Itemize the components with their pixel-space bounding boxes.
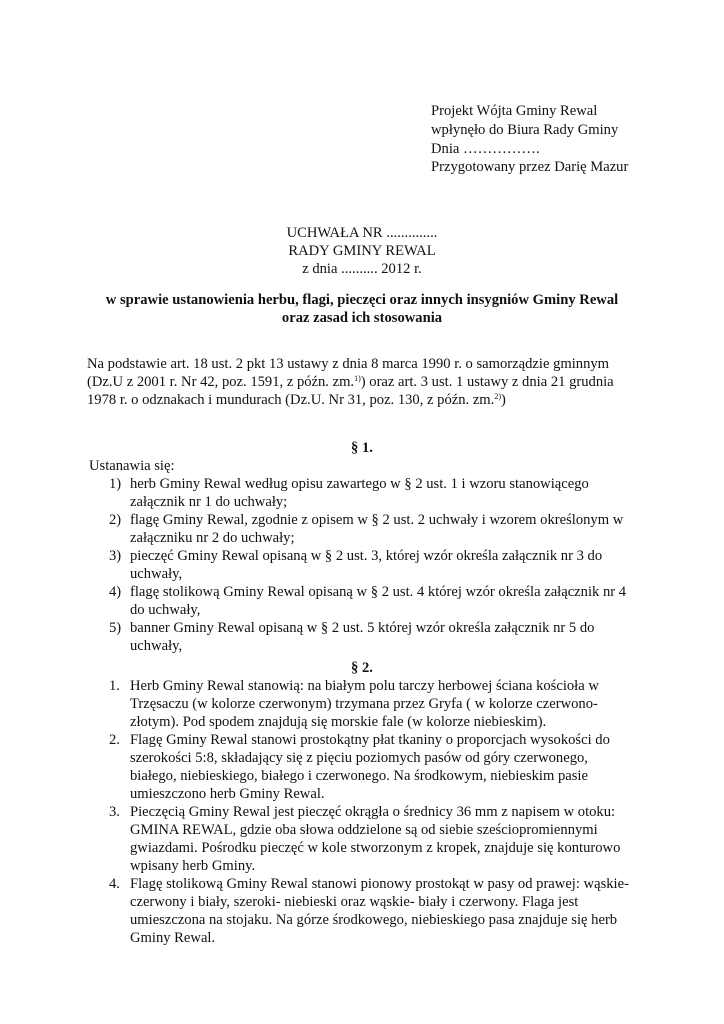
list-item-text: banner Gminy Rewal opisaną w § 2 ust. 5 której wzór określa załącznik nr 5 do (130, 620, 595, 636)
header-line: Przygotowany przez Darię Mazur (431, 159, 629, 175)
section-heading: § 1. (351, 440, 373, 456)
list-number: 1) (109, 476, 122, 492)
list-item-text: złotym). Pod spodem znajdują się morskie fale (w kolorze niebieskim). (130, 714, 547, 730)
list-item-text: załącznik nr 1 do uchwały; (130, 494, 288, 510)
list-item-text: uchwały, (130, 638, 183, 654)
list-number: 4. (109, 876, 120, 892)
header-line: Projekt Wójta Gminy Rewal (431, 103, 598, 119)
list-item-text: wpisany herb Gminy. (130, 858, 256, 874)
title-line: UCHWAŁA NR .............. (286, 225, 438, 241)
subject-line: oraz zasad ich stosowania (281, 310, 443, 326)
title-line: z dnia .......... 2012 r. (302, 261, 422, 277)
footnote-ref: 1) (354, 374, 361, 383)
list-item-text: uchwały, (130, 566, 183, 582)
list-item-text: Pieczęcią Gminy Rewal jest pieczęć okrągła o średnicy 36 mm z napisem w otoku: (130, 804, 616, 820)
list-item-text: flagę Gminy Rewal, zgodnie z opisem w § 2 ust. 2 uchwały i wzorem określonym w (130, 512, 624, 528)
footnote-ref: 2) (494, 392, 501, 401)
subject-line: w sprawie ustanowienia herbu, flagi, pieczęci oraz innych insygniów Gminy Rewal (105, 292, 619, 308)
list-item-text: załączniku nr 2 do uchwały; (130, 530, 295, 546)
list-number: 2. (109, 732, 120, 748)
list-number: 3) (109, 548, 122, 564)
list-item-text: Flagę Gminy Rewal stanowi prostokątny płat tkaniny o proporcjach wysokości do (130, 732, 610, 748)
section-heading: § 2. (351, 660, 373, 676)
list-item-text: Gminy Rewal. (130, 930, 216, 946)
header-line: Dnia ……………. (431, 141, 540, 157)
list-item-text: flagę stolikową Gminy Rewal opisaną w § 2 ust. 4 której wzór określa załącznik nr 4 (130, 584, 627, 600)
list-item-text: pieczęć Gminy Rewal opisaną w § 2 ust. 3, której wzór określa załącznik nr 3 do (130, 548, 603, 564)
list-item-text: gwiazdami. Pośrodku pieczęć w kole stworzonym z kropek, znajduje się konturowo (130, 840, 621, 856)
section-intro: Ustanawia się: (89, 458, 175, 474)
list-item-text: białego, niebieskiego, białego i czerwonego. Na środkowym, niebieskim pasie (130, 768, 588, 784)
list-number: 4) (109, 584, 122, 600)
list-item-text: GMINA REWAL, gdzie oba słowa oddzielone są od siebie sześciopromiennymi (130, 822, 598, 838)
list-number: 5) (109, 620, 122, 636)
list-item-text: Trzęsaczu (w kolorze czerwonym) trzymana przez Gryfa ( w kolorze czerwono- (130, 696, 598, 712)
list-number: 2) (109, 512, 122, 528)
list-number: 1. (109, 678, 120, 694)
list-item-text: umieszczona na stojaku. Na górze środkowego, niebieskiego pasa znajduje się herb (130, 912, 618, 928)
list-number: 3. (109, 804, 120, 820)
list-item-text: umieszczono herb Gminy Rewal. (130, 786, 325, 802)
list-item-text: herb Gminy Rewal według opisu zawartego w § 2 ust. 1 i wzoru stanowiącego (130, 476, 589, 492)
list-item-text: Flagę stolikową Gminy Rewal stanowi pionowy prostokąt w pasy od prawej: wąskie- (130, 876, 629, 892)
header-line: wpłynęło do Biura Rady Gminy (431, 122, 619, 138)
basis-line: (Dz.U z 2001 r. Nr 42, poz. 1591, z późn. zm.$^{1)}$) oraz art. 3 ust. 1 ustawy z dnia 21 grudnia (87, 374, 614, 390)
list-item-text: czerwony i biały, szeroki- niebieski oraz wąskie- biały i czerwony. Flaga jest (130, 894, 579, 910)
list-item-text: szerokości 5:8, składający się z pięciu poziomych pasów od góry czerwonego, (130, 750, 588, 766)
basis-line: Na podstawie art. 18 ust. 2 pkt 13 ustawy z dnia 8 marca 1990 r. o samorządzie gminnym (87, 356, 610, 372)
list-item-text: Herb Gminy Rewal stanowią: na białym polu tarczy herbowej ściana kościoła w (130, 678, 599, 694)
basis-line: 1978 r. o odznakach i mundurach (Dz.U. Nr 31, poz. 130, z późn. zm.$^{2)}$) (87, 392, 506, 408)
title-line: RADY GMINY REWAL (288, 243, 436, 259)
list-item-text: do uchwały, (130, 602, 201, 618)
